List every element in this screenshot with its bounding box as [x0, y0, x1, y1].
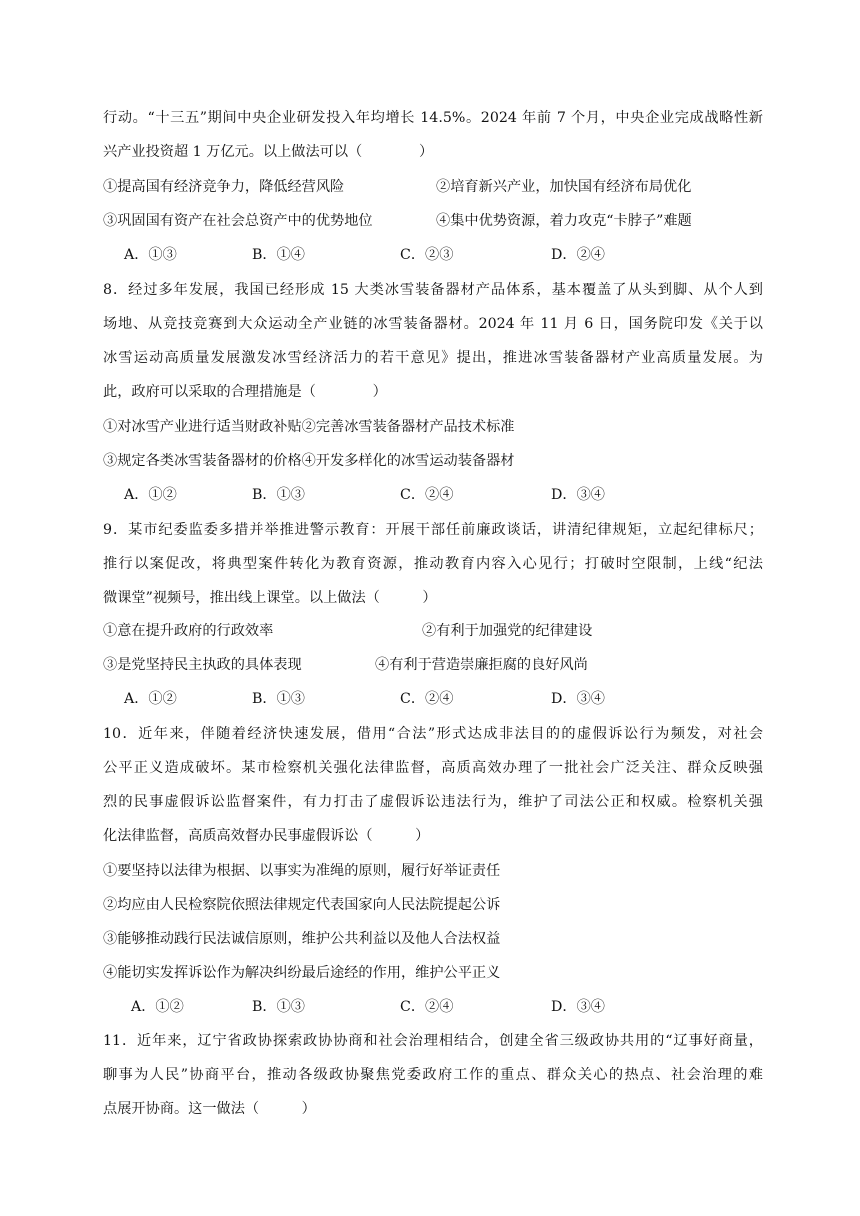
q9-statement-4: ④有利于营造崇廉拒腐的良好风尚 — [375, 657, 588, 673]
q10-stem-line: 公平正义造成破坏。某市检察机关强化法律监督，高质高效办理了一批社会广泛关注、群众反映强 — [103, 760, 763, 776]
q8-option-b: B．①③ — [252, 487, 305, 503]
q9-option-a: A．①② — [124, 691, 177, 707]
q10-option-d: D．③④ — [551, 999, 605, 1015]
q8-option-c: C．②④ — [400, 487, 454, 503]
q11-stem-line: 11．近年来，辽宁省政协探索政协协商和社会治理相结合，创建全省三级政协共用的“辽事好商量， — [103, 1033, 763, 1049]
q9-stem-line: 微课堂”视频号，推出线上课堂。以上做法（ ） — [103, 590, 437, 606]
q9-statement-3: ③是党坚持民主执政的具体表现 — [103, 657, 302, 673]
q9-option-d: D．③④ — [551, 691, 605, 707]
q9-option-c: C．②④ — [400, 691, 454, 707]
q9-stem-line: 推行以案促改，将典型案件转化为教育资源，推动教育内容入心见行；打破时空限制，上线“纪法 — [103, 556, 763, 572]
q10-statement-1: ①要坚持以法律为根据、以事实为准绳的原则，履行好举证责任 — [103, 863, 501, 879]
q10-stem-line: 烈的民事虚假诉讼监督案件，有力打击了虚假诉讼违法行为，维护了司法公正和权威。检察机关强 — [103, 794, 763, 810]
q10-option-a: A．①② — [131, 999, 184, 1015]
q10-stem-line: 10．近年来，伴随着经济快速发展，借用“合法”形式达成非法目的的虚假诉讼行为频发，对社会 — [103, 726, 763, 742]
q9-statement-1: ①意在提升政府的行政效率 — [103, 623, 274, 639]
q7-statement-4: ④集中优势资源，着力攻克“卡脖子”难题 — [436, 213, 692, 229]
q7-option-b: B．①④ — [252, 247, 305, 263]
q8-statements-1-2: ①对冰雪产业进行适当财政补贴②完善冰雪装备器材产品技术标准 — [103, 419, 515, 435]
q8-option-d: D．③④ — [551, 487, 605, 503]
q9-statement-2: ②有利于加强党的纪律建设 — [422, 623, 593, 639]
q11-stem-line: 聊事为人民”协商平台，推动各级政协聚焦党委政府工作的重点、群众关心的热点、社会治理的难 — [103, 1067, 763, 1083]
q7-option-c: C．②③ — [400, 247, 454, 263]
q10-stem-line: 化法律监督，高质高效督办民事虚假诉讼（ ） — [103, 828, 430, 844]
q10-option-b: B．①③ — [252, 999, 305, 1015]
q8-statements-3-4: ③规定各类冰雪装备器材的价格④开发多样化的冰雪运动装备器材 — [103, 453, 515, 469]
q10-statement-2: ②均应由人民检察院依照法律规定代表国家向人民法院提起公诉 — [103, 897, 501, 913]
q8-stem-line: 8．经过多年发展，我国已经形成 15 大类冰雪装备器材产品体系，基本覆盖了从头到脚、从个人到 — [103, 282, 763, 298]
q8-stem-line: 冰雪运动高质量发展激发冰雪经济活力的若干意见》提出，推进冰雪装备器材产业高质量发展。为 — [103, 350, 763, 366]
q10-statement-4: ④能切实发挥诉讼作为解决纠纷最后途经的作用，维护公平正义 — [103, 965, 501, 981]
q11-stem-line: 点展开协商。这一做法（ ） — [103, 1101, 316, 1117]
q7-stem-line: 行动。“十三五”期间中央企业研发投入年均增长 14.5%。2024 年前 7 个月，中央企业完成战略性新 — [103, 110, 763, 126]
q7-statement-3: ③巩固国有资产在社会总资产中的优势地位 — [103, 213, 373, 229]
q8-stem-line: 此，政府可以采取的合理措施是（ ） — [103, 384, 387, 400]
q8-option-a: A．①② — [124, 487, 177, 503]
q7-option-a: A．①③ — [124, 247, 177, 263]
q7-statement-2: ②培育新兴产业，加快国有经济布局优化 — [436, 179, 692, 195]
q10-option-c: C．②④ — [400, 999, 454, 1015]
q7-statement-1: ①提高国有经济竞争力，降低经营风险 — [103, 179, 345, 195]
q9-stem-line: 9．某市纪委监委多措并举推进警示教育：开展干部任前廉政谈话，讲清纪律规矩，立起纪律标尺； — [103, 522, 763, 538]
q8-stem-line: 场地、从竞技竞赛到大众运动全产业链的冰雪装备器材。2024 年 11 月 6 日，国务院印发《关于以 — [103, 316, 763, 332]
q9-option-b: B．①③ — [252, 691, 305, 707]
q7-option-d: D．②④ — [551, 247, 605, 263]
q10-statement-3: ③能够推动践行民法诚信原则，维护公共利益以及他人合法权益 — [103, 931, 501, 947]
q7-stem-line: 兴产业投资超 1 万亿元。以上做法可以（ ） — [103, 144, 434, 160]
